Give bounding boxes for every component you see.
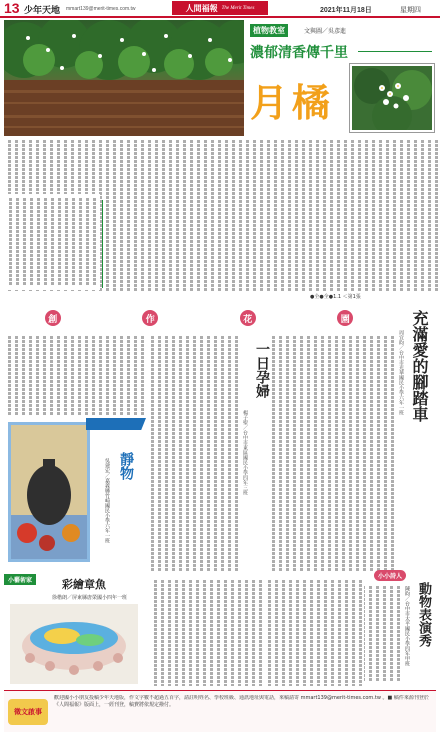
story3-text: [150, 580, 262, 686]
art2-title: 彩繪章魚: [62, 578, 106, 591]
poem-block: [364, 568, 438, 686]
poem-tag: 小小詩人: [374, 570, 406, 581]
art1-block: [4, 418, 148, 570]
issue-weekday: 星期四: [400, 6, 421, 14]
orange-jasmine-bush-image: [4, 20, 244, 136]
banner-char-2: 作: [142, 310, 158, 326]
poem-title: 動物表演秀: [416, 582, 431, 647]
page-number: 13: [4, 0, 20, 16]
feature-byline: 文與圖／吳彥進: [304, 28, 347, 35]
art1-tag: [86, 418, 146, 430]
feature-title-block: [246, 20, 438, 136]
banner-char-1: 創: [45, 310, 61, 326]
column-tag: 植物教室: [250, 24, 288, 37]
still-life-image: [11, 425, 87, 559]
story1-author: 周宜昀／台中市光華國民小學六年一班: [398, 330, 404, 415]
story2-text-b: [4, 336, 144, 416]
feature-big-title: 月橘: [250, 81, 335, 125]
headline-rule: [358, 51, 432, 52]
issue-date: 2021年11月18日: [320, 7, 372, 14]
story2-author: 楊子聖／台中市東區國民小學四年三班: [242, 410, 248, 495]
footer-badge: 徵文啟事: [8, 699, 48, 725]
art1-author: 吳建宏／嘉義縣竹崎國民小學六年一班: [104, 458, 110, 543]
story1-title: 充滿愛的腳踏車: [410, 310, 429, 422]
story2-text: [150, 336, 238, 572]
art2-author: 徐楷朗／屏東縣唐榮國小四年一班: [52, 595, 128, 601]
creative-garden-banner: [4, 303, 394, 333]
quiz-box: [4, 194, 100, 290]
feature-note: ●全●全●1.1 ＜第1張: [310, 294, 361, 300]
brand-cn: 人間福報: [185, 2, 218, 13]
painted-octopus-bowl-image: [10, 604, 138, 684]
contact-email: mmart139@merit-times.com.tw: [66, 6, 136, 12]
flower-closeup-image: [350, 64, 434, 132]
art2-block: [4, 574, 144, 686]
poem-text: [364, 586, 400, 682]
story2-title: 一日孕婦: [254, 342, 270, 398]
footer-text: 歡迎國小小朋友投稿少年天地版，作文字數不超過五百字，請註明姓名、學校班級、通訊地址與電話，來稿請寄 mmart139@merit-times.com.tw 。■ 稿件來源刊登於《人間福報》版面上，一經刊登，稿費將依規定撥付。: [54, 695, 429, 708]
art1-painting: [8, 422, 90, 562]
quiz-text: [8, 198, 96, 286]
feature-photo: [4, 20, 244, 136]
body-divider: [102, 200, 103, 288]
banner-char-3: 花: [240, 310, 256, 326]
story3-text-b: [266, 580, 362, 686]
art1-title: 靜物: [118, 452, 134, 480]
banner-char-4: 園: [337, 310, 353, 326]
brand-en: The Merit Times: [221, 5, 255, 11]
feature-headline: 濃郁清香傳千里: [250, 45, 348, 61]
footer-bar: [4, 690, 436, 732]
flower-closeup-icon: [352, 66, 434, 132]
art2-photo: [10, 604, 138, 684]
brand-logo: [172, 1, 268, 15]
poem-author: 陳昀／台中市太平國民小學四年甲班: [404, 586, 410, 666]
page-header: [0, 0, 440, 18]
feature-body: [4, 140, 438, 292]
section-title: 少年天地: [24, 6, 61, 16]
art2-tag: 小藝術家: [4, 574, 36, 585]
